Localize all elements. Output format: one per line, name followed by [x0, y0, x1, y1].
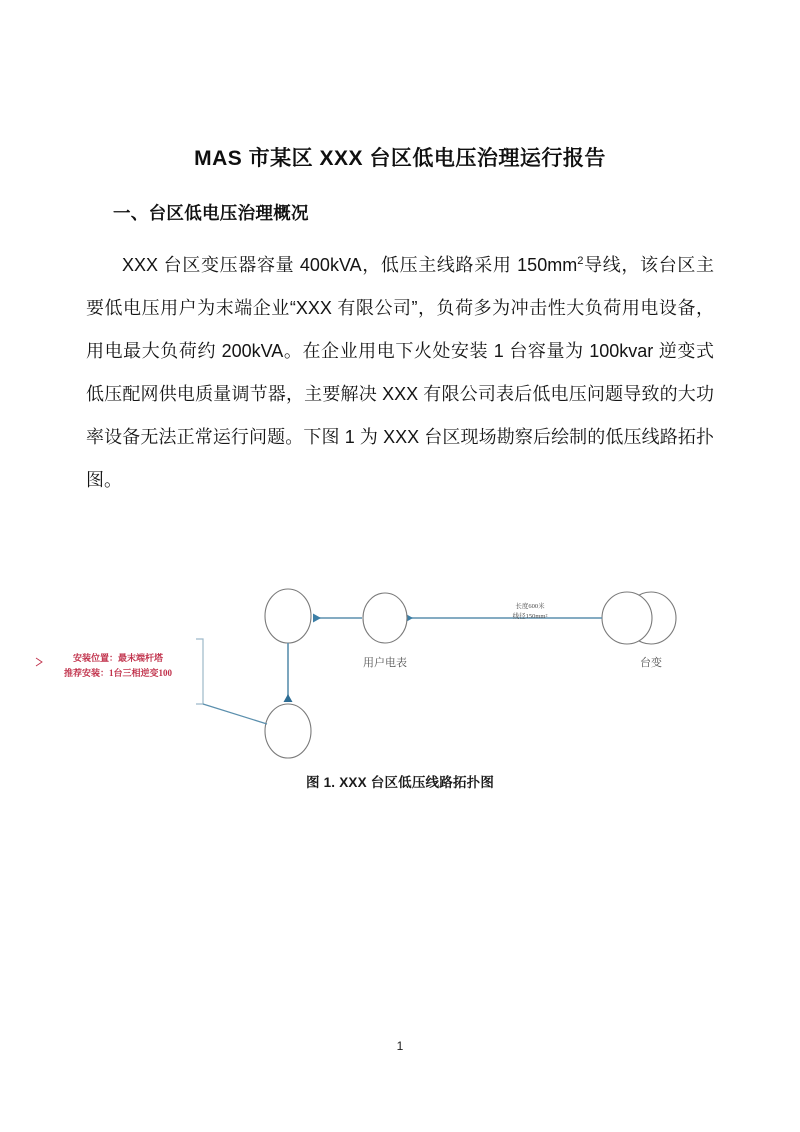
- paragraph-part-2: 导线，该台区主要低电压用户为末端企业“XXX 有限公司”，负荷多为冲击性大负荷用电设备，用电最大负荷约 200kVA。在企业用电下火处安装 1 台容量为 100kvar 逆变式低压配网供电质量调节器，主要解决 XXX 有限公司表后低电压问题导致的大功率设备无法正常运行问题。下图 1 为 XXX 台区现场勘察后绘制的低压线路拓扑图。: [86, 255, 715, 490]
- topology-svg: [0, 566, 800, 766]
- section-heading: 一、台区低电压治理概况: [113, 203, 309, 223]
- body-paragraph: [86, 244, 714, 502]
- annotation-leader-line: [203, 704, 267, 724]
- page-title: MAS 市某区 XXX 台区低电压治理运行报告: [194, 147, 606, 170]
- superscript-two: 2: [577, 255, 584, 267]
- annotation-bracket: [196, 639, 203, 704]
- node-pole-upper: [265, 589, 311, 643]
- node-transformer-label: 台变: [640, 657, 662, 669]
- annotation-line-2: 推荐安装：1台三相逆变100: [63, 668, 173, 678]
- node-user-meter-label: 用户电表: [363, 657, 407, 669]
- node-user-meter: [363, 593, 407, 643]
- figure-topology-diagram: [0, 566, 800, 806]
- node-terminal-pole: [265, 704, 311, 758]
- node-transformer: [602, 592, 676, 644]
- link-diameter-label: 线径150mm²: [512, 613, 548, 620]
- page-number: 1: [396, 1039, 404, 1053]
- annotation-line-1: 安装位置：最末端杆塔: [72, 653, 164, 663]
- figure-caption: 图 1. XXX 台区低压线路拓扑图: [305, 775, 495, 790]
- paragraph-part-1: XXX 台区变压器容量 400kVA，低压主线路采用 150mm: [122, 255, 578, 275]
- annotation-tick-icon: [36, 658, 42, 666]
- link-length-label: 长度600米: [515, 603, 545, 610]
